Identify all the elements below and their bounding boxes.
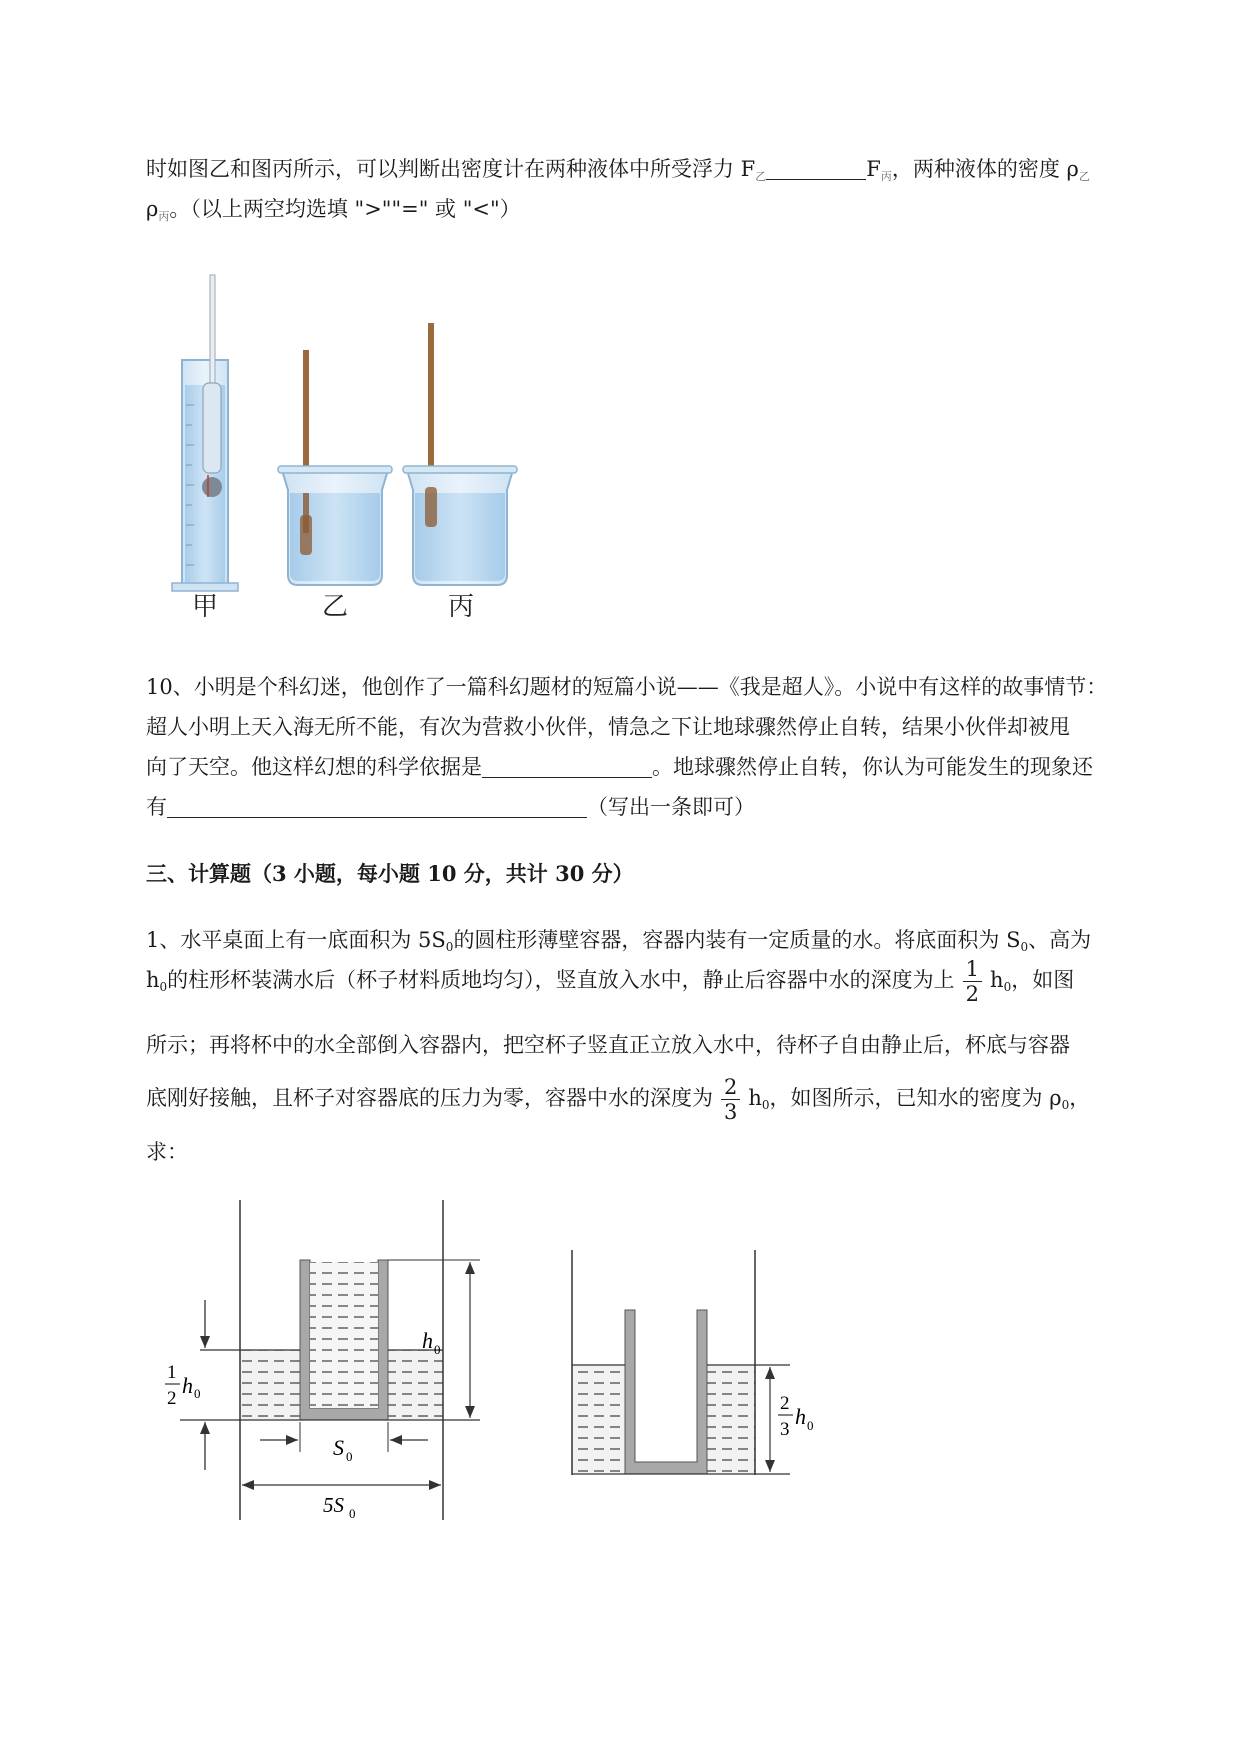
svg-text:5S: 5S xyxy=(323,1493,344,1517)
answer-blank-basis[interactable] xyxy=(482,755,652,778)
label-yi: 乙 xyxy=(322,592,349,622)
svg-text:0: 0 xyxy=(807,1418,814,1433)
graduated-cylinder xyxy=(172,275,238,591)
calc1-line-5: 求： xyxy=(146,1140,188,1164)
q9-line-1: 时如图乙和图丙所示，可以判断出密度计在两种液体中所受浮力 $F_乙$ $F_丙$，两种液体的密度 $\rho_乙$ xyxy=(146,157,1090,183)
beaker-yi xyxy=(278,350,392,585)
svg-text:3: 3 xyxy=(780,1419,790,1440)
svg-text:h: h xyxy=(422,1328,433,1353)
hydrometer-figure xyxy=(170,265,540,625)
left-container-figure xyxy=(165,1200,480,1521)
calc1-line-3: 所示；再将杯中的水全部倒入容器内，把空杯子竖直正立放入水中，待杯子自由静止后，杯底与容器 xyxy=(146,1033,1070,1057)
svg-text:0: 0 xyxy=(349,1506,356,1521)
calc1-line-4: 底刚好接触，且杯子对容器底的压力为零，容器中水的深度为 $\frac{2}{3}$ h0，如图所示，已知水的密度为 ρ0， xyxy=(146,1075,1091,1124)
calc1-line-1: 1、水平桌面上有一底面积为 5S0的圆柱形薄壁容器，容器内装有一定质量的水。将底面积为 S0、高为 xyxy=(146,928,1092,954)
section-heading: 三、计算题（3 小题，每小题 10 分，共计 30 分） xyxy=(146,861,634,886)
svg-text:0: 0 xyxy=(194,1386,201,1401)
beaker-bing xyxy=(403,323,517,585)
svg-text:1: 1 xyxy=(167,1362,177,1383)
fraction-one-half: $\frac{1}{2}$ xyxy=(963,957,982,1006)
label-bing: 丙 xyxy=(448,592,475,622)
svg-text:h: h xyxy=(795,1404,806,1429)
svg-text:S: S xyxy=(333,1435,344,1460)
q10-line-1: 10、小明是个科幻迷，他创作了一篇科幻题材的短篇小说——《我是超人》。小说中有这样的故事情节： xyxy=(146,675,1108,699)
svg-text:2: 2 xyxy=(780,1393,790,1414)
svg-text:h: h xyxy=(182,1373,193,1398)
answer-blank-buoyancy[interactable] xyxy=(766,157,866,180)
q10-line-2: 超人小明上天入海无所不能，有次为营救小伙伴，情急之下让地球骤然停止自转，结果小伙伴却被甩 xyxy=(146,715,1070,739)
label-jia: 甲 xyxy=(192,592,219,622)
q10-line-3: 向了天空。他这样幻想的科学依据是 。地球骤然停止自转，你认为可能发生的现象还 xyxy=(146,755,1093,779)
calc1-line-2: h0的柱形杯装满水后（杯子材料质地均匀），竖直放入水中，静止后容器中水的深度为上 $\frac{1}{2}$ h0，如图 xyxy=(146,957,1075,1006)
container-diagram xyxy=(160,1190,860,1540)
q9-line-2: $\rho_丙$。（以上两空均选填 ">""=" 或 "<"） xyxy=(146,197,521,223)
svg-text:0: 0 xyxy=(434,1342,441,1357)
answer-blank-phenomenon[interactable] xyxy=(167,795,587,818)
svg-text:2: 2 xyxy=(167,1388,177,1409)
q10-line-4: 有 （写出一条即可） xyxy=(146,795,755,819)
fraction-two-thirds: $\frac{2}{3}$ xyxy=(721,1075,740,1124)
right-container-figure xyxy=(572,1250,814,1475)
svg-text:0: 0 xyxy=(346,1449,353,1464)
